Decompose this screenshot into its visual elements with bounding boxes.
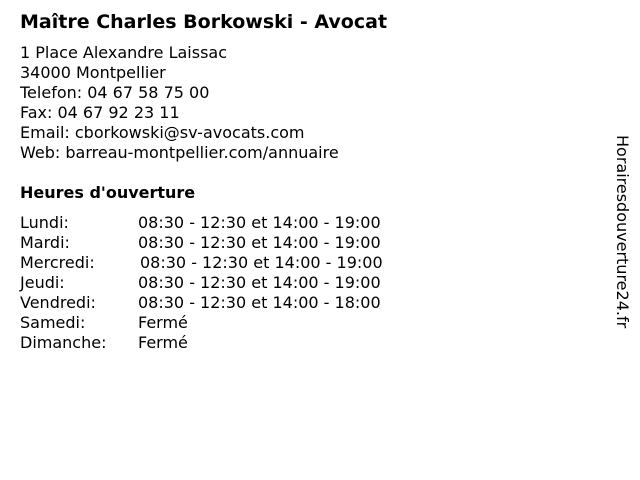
day-label: Dimanche: [20, 333, 107, 352]
day-hours: Fermé [138, 333, 188, 352]
hours-heading: Heures d'ouverture [20, 183, 196, 202]
opening-hours-table [20, 213, 440, 353]
site-watermark: Horairesdouverture24.fr [613, 135, 632, 329]
website-address: Web: barreau-montpellier.com/annuaire [20, 143, 339, 162]
hours-row-friday [20, 293, 440, 313]
day-hours: 08:30 - 12:30 et 14:00 - 19:00 [140, 253, 383, 272]
fax-number: Fax: 04 67 92 23 11 [20, 103, 180, 122]
phone-number: Telefon: 04 67 58 75 00 [20, 83, 210, 102]
street-address: 1 Place Alexandre Laissac [20, 43, 228, 62]
hours-row-monday [20, 213, 440, 233]
day-hours: 08:30 - 12:30 et 14:00 - 19:00 [138, 273, 381, 292]
contact-details [20, 43, 339, 163]
day-label: Lundi: [20, 213, 69, 232]
day-label: Mardi: [20, 233, 70, 252]
day-hours: 08:30 - 12:30 et 14:00 - 19:00 [138, 213, 381, 232]
email-address: Email: cborkowski@sv-avocats.com [20, 123, 305, 142]
day-label: Vendredi: [20, 293, 96, 312]
hours-row-saturday [20, 313, 440, 333]
day-hours: 08:30 - 12:30 et 14:00 - 18:00 [138, 293, 381, 312]
day-label: Mercredi: [20, 253, 95, 272]
hours-row-wednesday [20, 253, 440, 273]
hours-row-tuesday [20, 233, 440, 253]
day-hours: Fermé [138, 313, 188, 332]
day-hours: 08:30 - 12:30 et 14:00 - 19:00 [138, 233, 381, 252]
day-label: Samedi: [20, 313, 86, 332]
hours-row-thursday [20, 273, 440, 293]
city-postcode: 34000 Montpellier [20, 63, 166, 82]
page-title: Maître Charles Borkowski - Avocat [20, 11, 388, 33]
day-label: Jeudi: [20, 273, 65, 292]
hours-row-sunday [20, 333, 440, 353]
